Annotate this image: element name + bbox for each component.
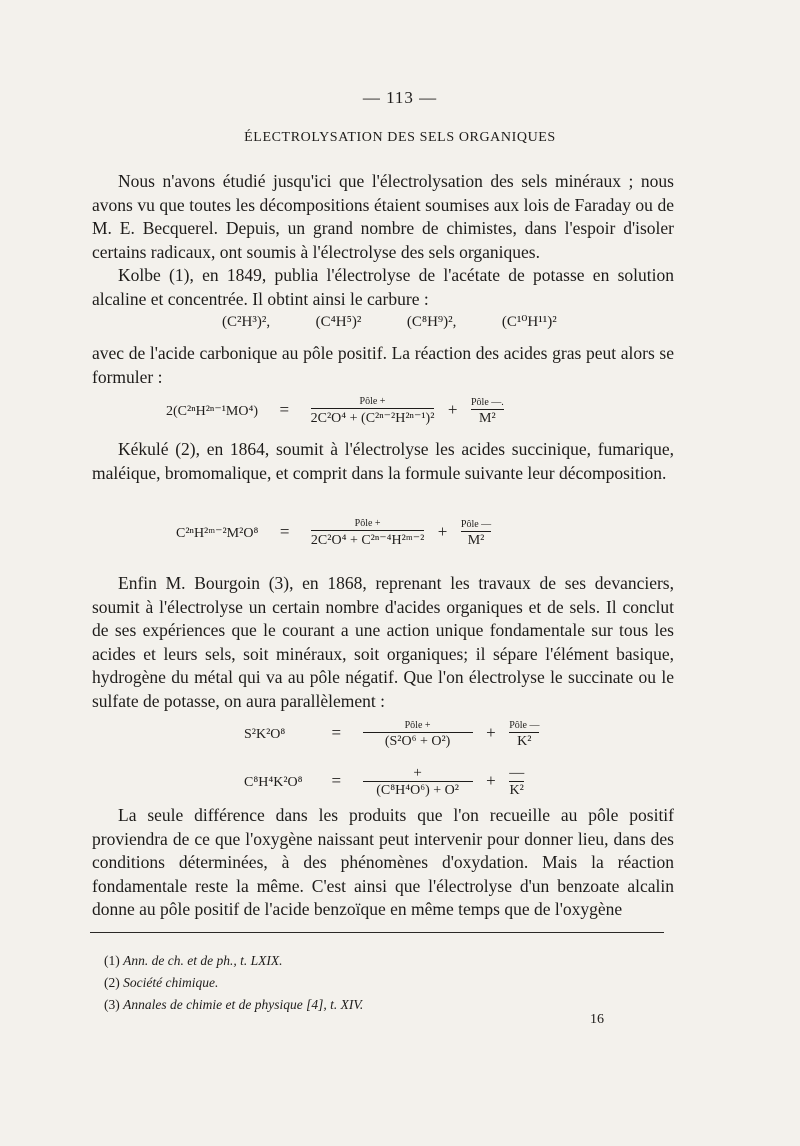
negative-pole-label: Pôle —. — [470, 396, 504, 408]
negative-products: M² — [471, 409, 504, 427]
equals-sign: = — [331, 770, 342, 790]
footnote-2-text: Société chimique. — [123, 975, 219, 990]
formula-fatty-acids — [166, 396, 504, 427]
positive-products: (S²O⁶ + O²) — [363, 732, 473, 750]
formula-2-positive — [311, 518, 424, 549]
paragraph-1: Nous n'avons étudié jusqu'ici que l'électrolysation des sels minéraux ; nous avons vu que toutes les décompositions étaient soumises aux lois de Faraday ou de M. E. Becquerel. Depuis, un grand nombre de chimistes, dans l'espoir d'isoler certains radicaux, ont soumis à l'électrolyse des sels organiques. — [92, 171, 674, 262]
formula-sulfate — [244, 720, 539, 750]
footnote-3-number: (3) — [104, 997, 120, 1012]
footnote-2 — [104, 972, 363, 994]
paragraph-4-block — [92, 438, 674, 485]
plus-sign: + — [486, 770, 496, 790]
paragraph-5: Enfin M. Bourgoin (3), en 1868, reprenant les travaux de ses devanciers, soumit à l'électrolyse un certain nombre d'acides organiques et de sels. Il conclut de ses expériences que le courant a une action unique fondamentale sur tous les acides et leurs sels, soit minéraux, soit organiques; il sépare l'élément basique, hydrogène du métal qui va au pôle négatif. Que l'on électrolyse le succinate ou le sulfate de potasse, on aura parallèlement : — [92, 573, 674, 711]
footnote-3 — [104, 994, 363, 1016]
formula-3-left: S²K²O⁸ — [244, 727, 286, 742]
formula-1-positive — [311, 396, 435, 427]
positive-pole-label: Pôle + — [404, 720, 431, 731]
formula-kekule — [176, 518, 491, 549]
positive-products: 2C²O⁴ + C²ⁿ⁻⁴H²ᵐ⁻² — [311, 530, 424, 549]
paragraph-4: Kékulé (2), en 1864, soumit à l'électrolyse les acides succinique, fumarique, maléique, bromomalique, et comprit dans la formule suivante leur décomposition. — [92, 439, 674, 483]
plus-sign: + — [447, 399, 458, 419]
formula-2-left: C²ⁿH²ᵐ⁻²M²O⁸ — [176, 526, 259, 541]
carbure-1: (C²H³)², — [222, 314, 271, 330]
positive-products: 2C²O⁴ + (C²ⁿ⁻²H²ⁿ⁻¹)² — [311, 408, 435, 427]
negative-products: K² — [509, 732, 539, 750]
paragraph-2: Kolbe (1), en 1849, publia l'électrolyse de l'acétate de potasse en solution alcaline et concentrée. Il obtint ainsi le carbure : — [92, 265, 674, 309]
paragraph-3-block — [92, 342, 674, 389]
equals-sign: = — [279, 399, 290, 419]
formula-2-negative — [461, 519, 491, 549]
negative-pole-label: Pôle — — [460, 518, 492, 530]
footnotes — [104, 950, 363, 1016]
carbure-3: (C⁸H⁹)², — [406, 314, 457, 330]
carbure-formulas — [222, 312, 557, 331]
formula-4-left: C⁸H⁴K²O⁸ — [244, 774, 303, 790]
paragraph-5-block — [92, 572, 674, 713]
formula-3-positive — [363, 720, 473, 750]
positive-pole-label: Pôle + — [359, 396, 386, 407]
footnote-1 — [104, 950, 363, 972]
negative-products: M² — [461, 531, 491, 549]
section-title: ÉLECTROLYSATION DES SELS ORGANIQUES — [244, 130, 556, 145]
footnote-1-text: Ann. de ch. et de ph., t. LXIX. — [123, 953, 283, 968]
paragraph-3: avec de l'acide carbonique au pôle positif. La réaction des acides gras peut alors se formuler : — [92, 343, 674, 387]
paragraph-6-block — [92, 804, 674, 922]
paragraph-1-block — [92, 170, 674, 311]
negative-pole-label: Pôle — — [509, 720, 540, 731]
footnote-divider — [90, 932, 664, 933]
negative-pole-label: — — [509, 765, 525, 781]
positive-pole-label: Pôle + — [354, 518, 381, 529]
equals-sign: = — [331, 723, 342, 743]
plus-sign: + — [437, 521, 448, 541]
paragraph-6: La seule différence dans les produits que l'on recueille au pôle positif proviendra de ce que l'oxygène naissant peut intervenir pour donner lieu, dans des conditions déterminées, à des phénomènes d'oxydation. Mais la réaction fondamentale reste la même. C'est ainsi que l'électrolyse d'un benzoate alcalin donne au pôle positif de l'acide benzoïque en même temps que de l'oxygène — [92, 805, 674, 919]
positive-products: (C⁸H⁴O⁶) + O² — [363, 781, 473, 799]
formula-1-left: 2(C²ⁿH²ⁿ⁻¹MO⁴) — [166, 404, 259, 419]
footnote-3-text: Annales de chimie et de physique [4], t. XIV. — [123, 997, 364, 1012]
equals-sign: = — [279, 521, 290, 541]
negative-products: K² — [509, 783, 524, 798]
formula-3-negative — [509, 720, 539, 750]
formula-4-positive — [363, 766, 473, 799]
footnote-1-number: (1) — [104, 953, 120, 968]
positive-pole-label: + — [413, 765, 422, 781]
carbure-2: (C⁴H⁵)² — [315, 314, 362, 330]
formula-succinate — [244, 766, 524, 799]
plus-sign: + — [486, 723, 496, 743]
formula-1-negative — [471, 397, 504, 427]
page-number: — 113 — — [362, 88, 438, 107]
carbure-4: (C¹⁰H¹¹)² — [501, 314, 557, 330]
footnote-2-number: (2) — [104, 975, 120, 990]
formula-4-negative — [509, 766, 524, 799]
signature-mark: 16 — [590, 1012, 604, 1027]
